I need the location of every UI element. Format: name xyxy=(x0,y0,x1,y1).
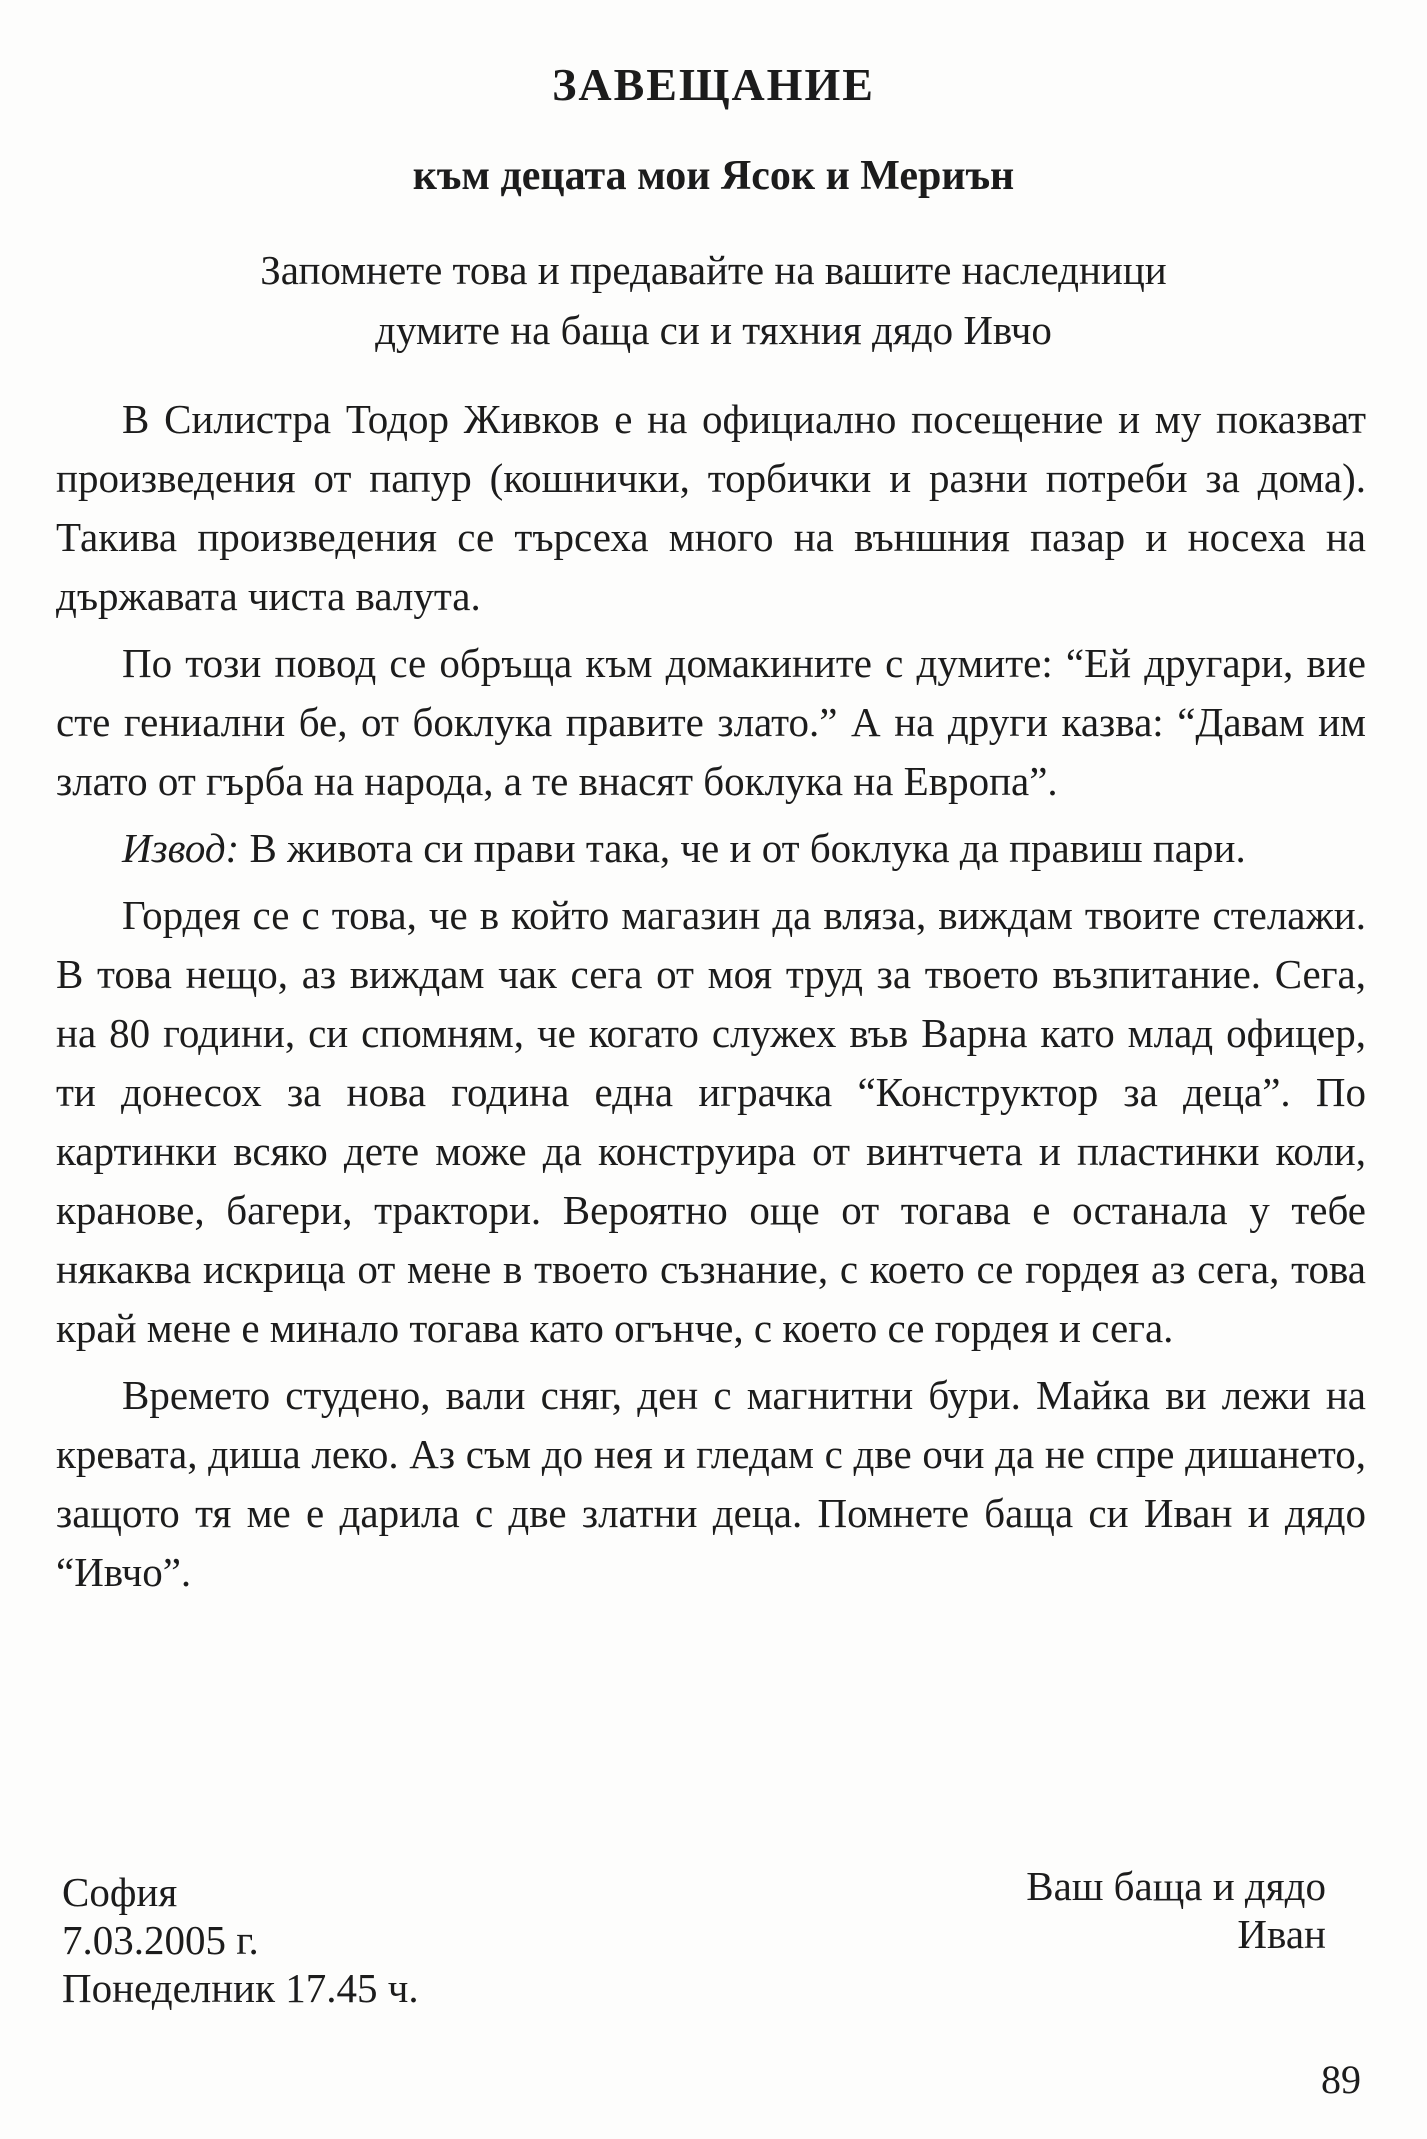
epigraph-line-1: Запомнете това и предавайте на вашите наследници xyxy=(260,247,1167,293)
signature-line-1: Ваш баща и дядо xyxy=(1026,1863,1326,1909)
epigraph-line-2: думите на баща си и тяхния дядо Ивчо xyxy=(375,307,1052,353)
signature xyxy=(1026,1862,1326,1958)
paragraph-3 xyxy=(56,819,1366,878)
document-title: ЗАВЕЩАНИЕ xyxy=(552,59,875,110)
epigraph xyxy=(0,240,1427,360)
conclusion-text: В живота си прави така, че и от боклука да правиш пари. xyxy=(239,825,1246,871)
page-number: 89 xyxy=(1321,2057,1361,2102)
document-subtitle: към децата мои Ясок и Мериън xyxy=(412,153,1015,199)
day-time: Понеделник 17.45 ч. xyxy=(62,1965,419,2011)
paragraph-5: Времето студено, вали сняг, ден с магнитни бури. Майка ви лежи на кревата, диша леко. Аз съм до нея и гледам с две очи да не спре дишането, защото тя ме е дарила с две златни деца. Помнете баща си Иван и дядо “Ивчо”. xyxy=(56,1372,1366,1595)
signature-line-2: Иван xyxy=(1237,1911,1326,1957)
paragraph-2: По този повод се обръща към домакините с думите: “Ей другари, вие сте гениални бе, от боклука правите злато.” А на други казва: “Давам им злато от гърба на народа, а те внасят боклука на Европа”. xyxy=(56,640,1366,804)
conclusion-label: Извод: xyxy=(122,825,240,871)
paragraph-1: В Силистра Тодор Живков е на официално посещение и му показват произведения от папур (кошнички, торбички и разни потреби за дома). Такива произведения се търсеха много на външния пазар и носеха на държавата чиста валута. xyxy=(56,396,1366,619)
place: София xyxy=(62,1869,178,1915)
paragraph-4: Гордея се с това, че в който магазин да вляза, виждам твоите стелажи. В това нещо, аз виждам чак сега от моя труд за твоето възпитание. Сега, на 80 години, си спомням, че когато служех във Варна като млад офицер, ти донесох за нова година една играчка “Конструктор за деца”. По картинки всяко дете може да конструира от винтчета и пластинки коли, кранове, багери, трактори. Вероятно още от тогава е останала у тебе някаква искрица от мене в твоето съзнание, с което се гордея аз сега, това край мене е минало тогава като огънче, с което се гордея и сега. xyxy=(56,892,1366,1351)
body-text xyxy=(56,390,1366,1610)
place-and-date xyxy=(62,1868,419,2012)
date: 7.03.2005 г. xyxy=(62,1917,259,1963)
